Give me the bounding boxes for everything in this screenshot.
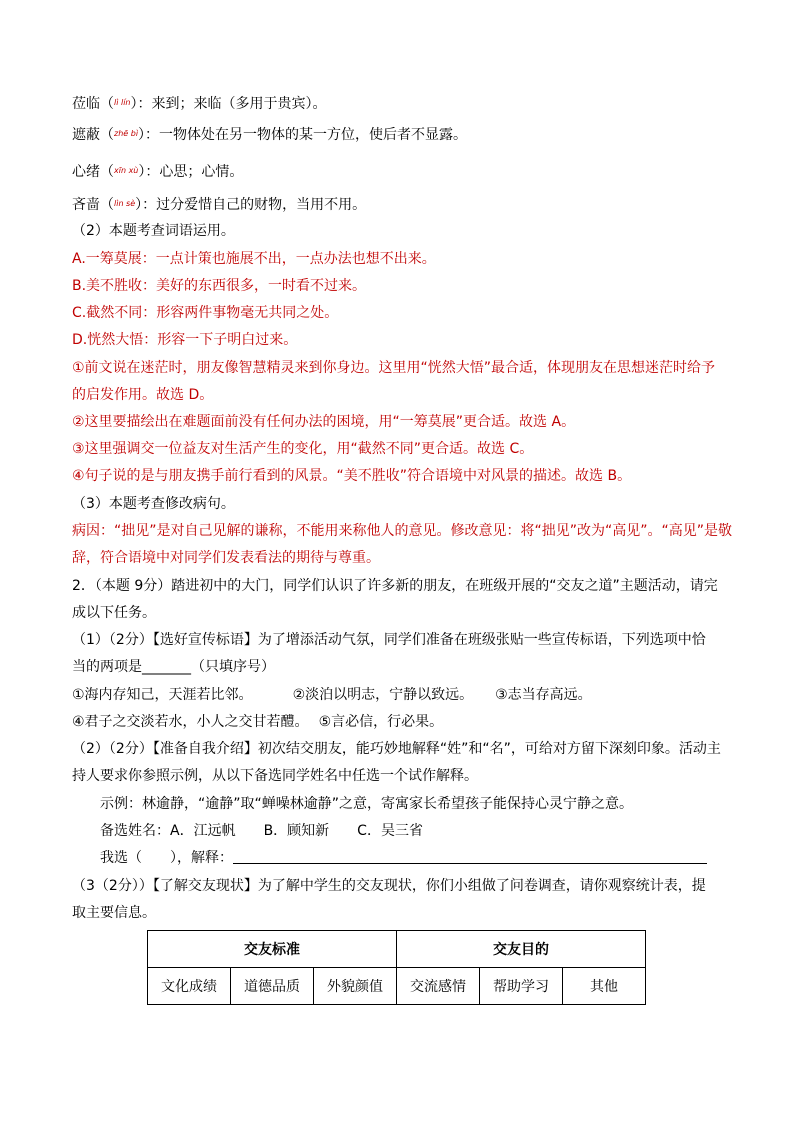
choose-label: 我选（ ），解释：	[100, 850, 233, 866]
subquestion-3: （3（2分））【了解交友现状】为了解中学生的交友现状，你们小组做了问卷调查，请你观察统计表，提	[72, 878, 706, 894]
analysis-line: 辞，符合语境中对同学们发表看法的期待与尊重。	[72, 550, 380, 566]
answer-line	[100, 848, 707, 868]
vocab-line: 莅临（$^{lì lín}$）：来到；来临（多用于贵宾）。	[72, 96, 327, 112]
subquestion-1: 当的两项是_______（只填序号）	[72, 659, 275, 675]
option-line: D.恍然大悟：形容一下子明白过来。	[72, 332, 298, 348]
candidate-names: 备选姓名：A．江远帆 B．顾知新 C．吴三省	[100, 823, 423, 839]
table-cell: 帮助学习	[480, 968, 563, 1005]
header-friend-purpose: 交友目的	[397, 931, 646, 968]
vocab-pinyin: lìn sè	[114, 199, 136, 208]
table-cell: 其他	[563, 968, 646, 1005]
table-cell: 交流感情	[397, 968, 480, 1005]
header-friend-standard: 交友标准	[148, 931, 397, 968]
table-cell: 文化成绩	[148, 968, 231, 1005]
subquestion-2: （2）（2分）【准备自我介绍】初次结交朋友，能巧妙地解释“姓”和“名”，可给对方留下深刻印象。活动主	[72, 741, 721, 757]
vocab-line: 吝啬（$^{lìn sè}$）：过分爱惜自己的财物，当用不用。	[72, 197, 367, 213]
analysis-line: 的启发作用。故选 D。	[72, 387, 214, 403]
table-header-row	[148, 931, 646, 968]
vocab-word: 莅临	[72, 96, 100, 112]
vocab-line: 心绪（$^{xīn xù}$）：心思；心情。	[72, 164, 244, 180]
vocab-pinyin: zhē bì	[114, 129, 139, 138]
slogan-option: ④君子之交淡若水，小人之交甘若醴。	[72, 714, 309, 730]
question-intro: 2．（本题 9分）踏进初中的大门，同学们认识了许多新的朋友，在班级开展的“交友之道”主题活动，请完	[72, 578, 718, 594]
example-line: 示例：林逾静，“逾静”取“蝉噪林逾静”之意，寄寓家长希望孩子能保持心灵宁静之意。	[100, 796, 634, 812]
subquestion-3: 取主要信息。	[72, 905, 156, 921]
answer-blank[interactable]	[233, 849, 707, 864]
table-cell: 道德品质	[231, 968, 314, 1005]
vocab-definition: ）：一物体处在另一物体的某一方位，使后者不显露。	[138, 127, 468, 143]
survey-table	[147, 930, 646, 1005]
analysis-line: ④句子说的是与朋友携手前行看到的风景。“美不胜收”符合语境中对风景的描述。故选 B。	[72, 468, 632, 484]
table-row	[148, 968, 646, 1005]
vocab-definition: ）：心思；心情。	[138, 164, 244, 180]
question-intro: 成以下任务。	[72, 605, 156, 621]
analysis-line: ②这里要描绘出在难题面前没有任何办法的困境，用“一筹莫展”更合适。故选 A。	[72, 414, 576, 430]
vocab-definition: ）：来到；来临（多用于贵宾）。	[130, 96, 327, 112]
analysis-line: ③这里强调交一位益友对生活产生的变化，用“截然不同”更合适。故选 C。	[72, 441, 534, 457]
option-line: B.美不胜收：美好的东西很多，一时看不过来。	[72, 278, 367, 294]
slogan-option: ①海内存知己，天涯若比邻。	[72, 687, 253, 703]
slogan-option: ③志当存高远。	[495, 687, 592, 703]
slogan-option: ②淡泊以明志，宁静以致远。	[292, 687, 474, 703]
vocab-word: 遮蔽	[72, 127, 100, 143]
subquestion-2: 持人要求你参照示例，从以下备选同学姓名中任选一个试作解释。	[72, 768, 478, 784]
slogan-options-row	[72, 685, 592, 705]
vocab-word: 吝啬	[72, 197, 100, 213]
table-cell: 外貌颜值	[314, 968, 397, 1005]
option-line: A.一筹莫展：一点计策也施展不出，一点办法也想不出来。	[72, 251, 436, 267]
section-title: （3）本题考查修改病句。	[72, 496, 235, 512]
subquestion-1: （1）（2分）【选好宣传标语】为了增添活动气氛，同学们准备在班级张贴一些宣传标语，下列选项中恰	[72, 632, 706, 648]
vocab-line: 遮蔽（$^{zhē bì}$）：一物体处在另一物体的某一方位，使后者不显露。	[72, 127, 468, 143]
section-title: （2）本题考查词语运用。	[72, 223, 235, 239]
analysis-line: 病因：“拙见”是对自己见解的谦称，不能用来称他人的意见。修改意见：将“拙见”改为“高见”。“高见”是敬	[72, 523, 733, 539]
slogan-option: ⑤言必信，行必果。	[318, 714, 444, 730]
vocab-pinyin: lì lín	[114, 98, 131, 107]
analysis-line: ①前文说在迷茫时，朋友像智慧精灵来到你身边。这里用“恍然大悟”最合适，体现朋友在思想迷茫时给予	[72, 360, 716, 376]
vocab-word: 心绪	[72, 164, 100, 180]
vocab-pinyin: xīn xù	[114, 166, 139, 175]
slogan-options-row	[72, 712, 443, 732]
option-line: C.截然不同：形容两件事物毫无共同之处。	[72, 305, 339, 321]
vocab-definition: ）：过分爱惜自己的财物，当用不用。	[135, 197, 367, 213]
